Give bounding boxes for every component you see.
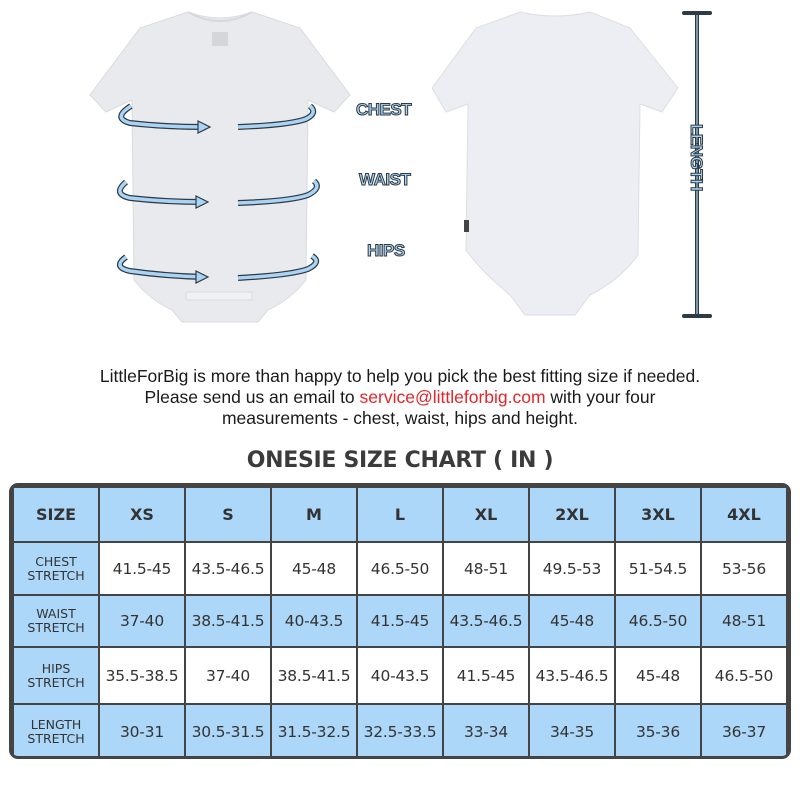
intro-line-2-prefix: Please send us an email to	[144, 387, 360, 407]
table-cell: 49.5-53	[529, 542, 615, 595]
table-cell: 46.5-50	[701, 647, 787, 704]
table-header-row	[13, 487, 787, 542]
row-label-line2: STRETCH	[27, 620, 85, 635]
table-cell: 41.5-45	[99, 542, 185, 595]
intro-line-2-suffix: with your four	[545, 387, 656, 407]
table-cell: 45-48	[529, 595, 615, 647]
header-size: SIZE	[13, 487, 99, 542]
table-cell: 38.5-41.5	[271, 647, 357, 704]
table-row-hips	[13, 647, 787, 704]
row-label-line1: LENGTH	[30, 716, 82, 732]
table-cell: 53-56	[701, 542, 787, 595]
row-label-line2: STRETCH	[27, 567, 85, 583]
header-2xl: 2XL	[529, 487, 615, 542]
row-label-line1: HIPS	[41, 660, 71, 676]
row-label-chest	[13, 542, 99, 595]
table-cell: 43.5-46.5	[443, 595, 529, 647]
header-xs: XS	[99, 487, 185, 542]
header-s: S	[185, 487, 271, 542]
table-cell: 46.5-50	[615, 595, 701, 647]
row-label-line2: STRETCH	[27, 730, 85, 746]
row-label-line1: CHEST	[35, 553, 77, 569]
table-cell: 46.5-50	[357, 542, 443, 595]
table-cell: 31.5-32.5	[271, 704, 357, 759]
table-cell: 51-54.5	[615, 542, 701, 595]
row-label-length	[13, 704, 99, 759]
table-cell: 40-43.5	[271, 595, 357, 647]
measurement-illustration	[0, 0, 800, 350]
table-cell: 48-51	[701, 595, 787, 647]
table-row-waist	[13, 595, 787, 647]
table-cell: 37-40	[99, 595, 185, 647]
table-cell: 34-35	[529, 704, 615, 759]
table-cell: 32.5-33.5	[357, 704, 443, 759]
table-cell: 43.5-46.5	[529, 647, 615, 704]
table-cell: 45-48	[615, 647, 701, 704]
row-label-hips	[13, 647, 99, 704]
row-label-line2: STRETCH	[27, 674, 85, 690]
onesie-back-image	[432, 12, 678, 315]
table-cell: 37-40	[185, 647, 271, 704]
table-cell: 30.5-31.5	[185, 704, 271, 759]
table-cell: 33-34	[443, 704, 529, 759]
onesie-front-image	[90, 12, 350, 322]
size-chart-title: ONESIE SIZE CHART ( IN )	[246, 448, 554, 473]
header-m: M	[271, 487, 357, 542]
row-label-waist	[13, 595, 99, 647]
table-cell: 45-48	[271, 542, 357, 595]
table-cell: 48-51	[443, 542, 529, 595]
header-xl: XL	[443, 487, 529, 542]
intro-line-3: measurements - chest, waist, hips and height.	[221, 408, 578, 428]
table-cell: 36-37	[701, 704, 787, 759]
table-row-chest	[13, 542, 787, 595]
header-l: L	[357, 487, 443, 542]
table-cell: 35.5-38.5	[99, 647, 185, 704]
hips-label: HIPS	[367, 241, 405, 260]
intro-line-1: LittleForBig is more than happy to help you pick the best fitting size if needed.	[99, 366, 701, 386]
table-cell: 40-43.5	[357, 647, 443, 704]
table-row-length	[13, 704, 787, 759]
support-email-link[interactable]: service@littleforbig.com	[359, 387, 546, 407]
table-cell: 41.5-45	[443, 647, 529, 704]
table-cell: 41.5-45	[357, 595, 443, 647]
table-cell: 43.5-46.5	[185, 542, 271, 595]
size-chart-table	[9, 483, 791, 759]
table-cell: 38.5-41.5	[185, 595, 271, 647]
table-cell: 35-36	[615, 704, 701, 759]
header-4xl: 4XL	[701, 487, 787, 542]
intro-line-2	[0, 387, 800, 408]
header-3xl: 3XL	[615, 487, 701, 542]
table-cell: 30-31	[99, 704, 185, 759]
row-label-line1: WAIST	[36, 606, 76, 621]
intro-text	[0, 366, 800, 429]
chest-label: CHEST	[356, 100, 412, 119]
waist-label: WAIST	[359, 170, 411, 189]
length-label: LENGTH	[687, 124, 706, 191]
